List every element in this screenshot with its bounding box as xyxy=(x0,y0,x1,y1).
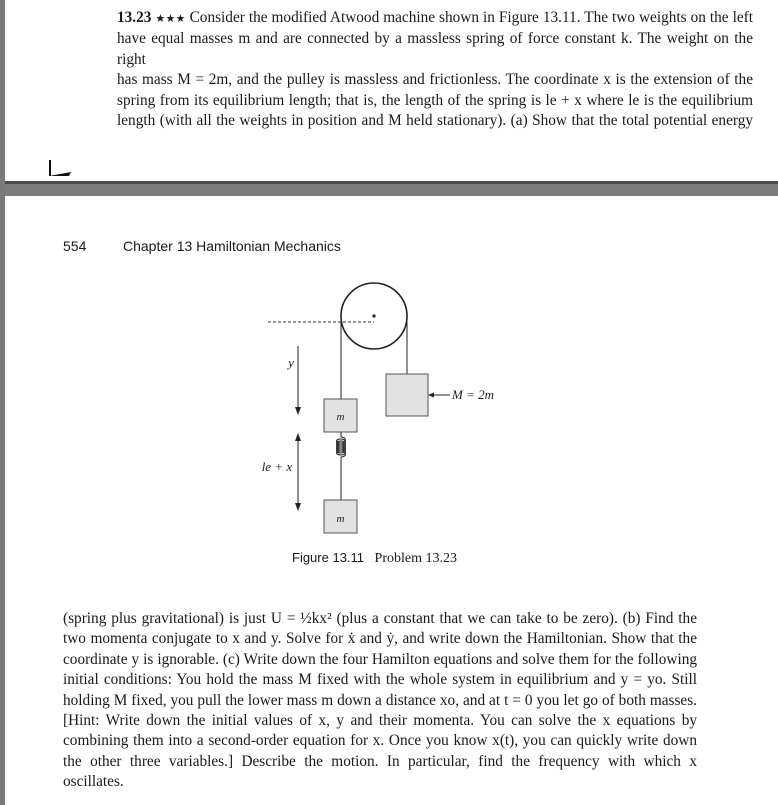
figure-caption-text: Problem 13.23 xyxy=(374,551,457,566)
figure-caption xyxy=(292,550,457,567)
problem-line-2: have equal masses m and are connected by a massless spring of force constant k. The weight on the right xyxy=(117,30,753,68)
mass-m-upper-label: m xyxy=(336,411,345,423)
continuation-line-8: the other three variables.] Describe the motion. In particular, find the frequency with which x oscillates. xyxy=(63,752,697,791)
spring-length-label: le + x xyxy=(261,459,293,474)
continuation-line-2: two momenta conjugate to x and y. Solve for ẋ and ẏ, and write down the Hamiltonian. Show that the xyxy=(63,630,697,648)
spring-length-arrow-head-bottom xyxy=(295,503,301,511)
difficulty-stars: ★★★ xyxy=(155,13,186,25)
problem-line-4: spring from its equilibrium length; that is, the length of the spring is le + x where le is the equilibrium xyxy=(117,91,753,109)
figure-caption-label: Figure 13.11 xyxy=(292,550,365,565)
continuation-line-1: (spring plus gravitational) is just U = ½kx² (plus a constant that we can take to be zero). (b) Find the xyxy=(63,610,697,627)
problem-number: 13.23 xyxy=(117,9,152,26)
problem-line-3: has mass M = 2m, and the pulley is massless and frictionless. The coordinate x is the extension of the xyxy=(117,71,753,89)
y-label: y xyxy=(288,355,294,370)
problem-statement xyxy=(117,8,753,131)
y-arrow-head xyxy=(295,407,301,415)
continuation-line-7: combining them into a second-order equation for x. Once you know x(t), you can quickly write down xyxy=(63,732,697,750)
continuation-line-3: coordinate y is ignorable. (c) Write down the four Hamilton equations and solve them for the following xyxy=(63,650,697,668)
mass-M xyxy=(386,374,428,416)
mass-m-lower-label: m xyxy=(336,513,345,525)
atwood-machine-figure xyxy=(250,270,530,540)
problem-line-1 xyxy=(117,8,753,29)
continuation-line-6: [Hint: Write down the initial values of x, y and their momenta. You can solve the x equations by xyxy=(63,712,697,730)
page-number: 554 xyxy=(63,238,87,254)
cursor-arrow-icon xyxy=(49,172,71,176)
mass-M-label: M = 2m xyxy=(452,387,494,402)
page-divider xyxy=(0,181,778,196)
pulley-center-dot xyxy=(372,314,375,317)
spring-length-arrow-head-top xyxy=(295,433,301,441)
problem-continuation xyxy=(63,609,697,793)
problem-line-1-text: Consider the modified Atwood machine shown in Figure 13.11. The two weights on the left xyxy=(189,9,753,26)
chapter-heading: Chapter 13 Hamiltonian Mechanics xyxy=(123,238,341,254)
spring xyxy=(337,432,346,500)
continuation-line-4: initial conditions: You hold the mass M fixed with the whole system in equilibrium and y = yo. Still xyxy=(63,671,697,689)
problem-line-5: length (with all the weights in position and M held stationary). (a) Show that the total potential energy xyxy=(117,112,753,130)
mass-M-pointer-arrowhead xyxy=(428,393,434,398)
continuation-line-5: holding M fixed, you pull the lower mass m down a distance xo, and at t = 0 you let go of both masses. xyxy=(63,691,697,709)
page-top-section xyxy=(0,0,778,181)
